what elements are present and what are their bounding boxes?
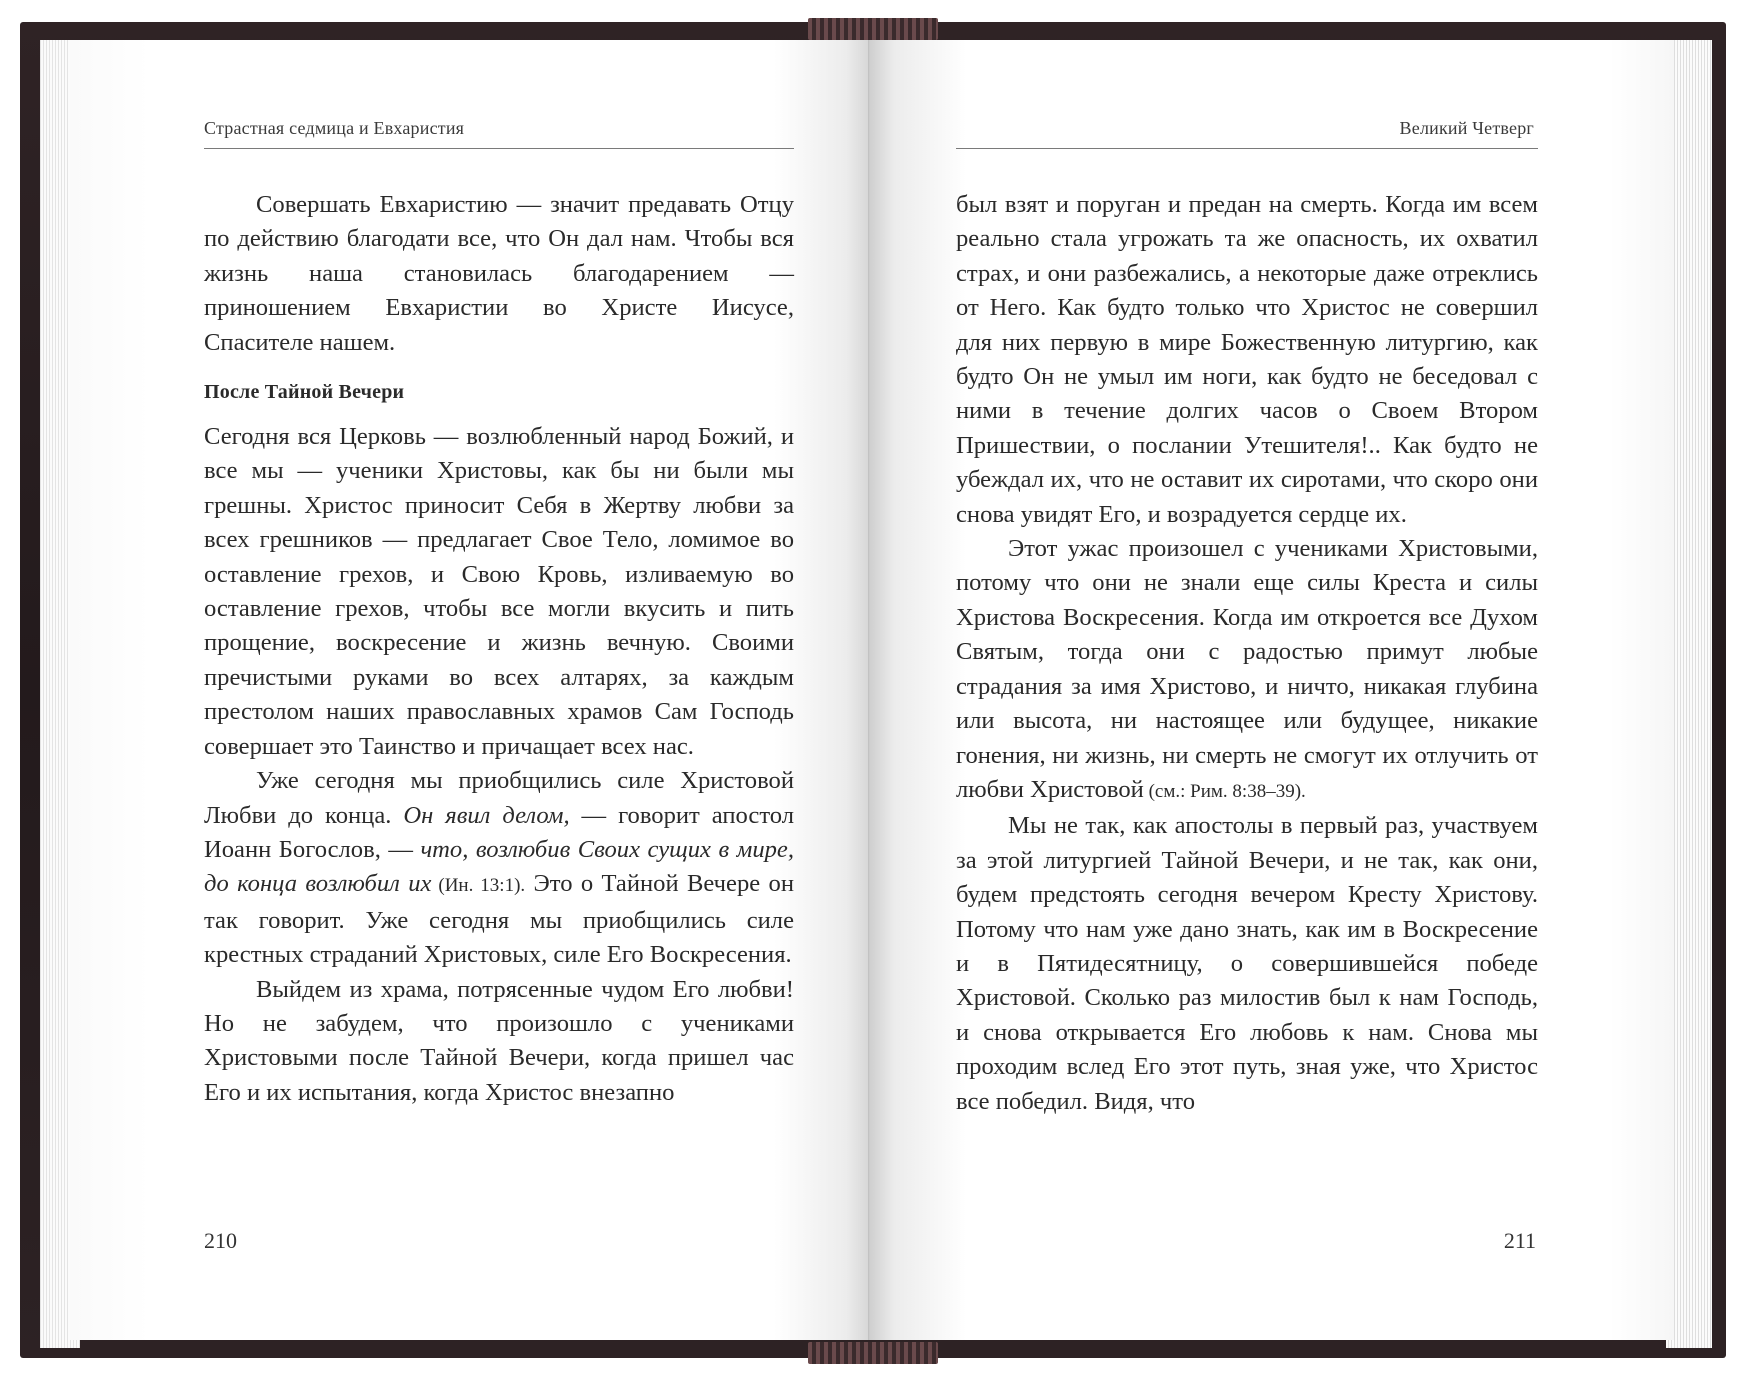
running-head-left: Страстная седмица и Евхаристия [204, 118, 465, 138]
paragraph: был взят и поруган и предан на смерть. Когда им всем реально стала угрожать та же опасность, их охватил страх, и они разбежались, а некоторые даже отреклись от Него. Как будто только что Христос не совершил для них первую в мире Божественную литургию, как будто Он не умыл им ноги, как будто не беседовал с ними в течение долгих часов о Своем Втором Пришествии, о послании Утешителя!.. Как будто не убеждал их, что не оставит их сиротами, что скоро они снова увидят Его, и возрадуется сердце их. [956, 191, 1538, 528]
headband-top [808, 18, 938, 40]
right-page [870, 40, 1674, 1340]
header-rule-left [204, 148, 794, 149]
header-rule-right [956, 148, 1538, 149]
headband-bottom [808, 1342, 938, 1364]
text-run: Уже сегодня мы приобщились силе Христовой Любви до конца. [204, 767, 794, 829]
text-run: Этот ужас произошел с учениками Христовыми, потому что они не знали еще силы Креста и силы Христова Воскресения. Когда им откроется все Духом Святым, тогда они с радостью примут любые страдания за имя Христово, и ничто, никакая глубина или высота, ни настоящее или будущее, никакие гонения, ни жизнь, ни смерть не смогут их отлучить от любви Христовой [956, 535, 1538, 803]
paragraph [204, 764, 794, 972]
paragraph [956, 532, 1538, 809]
paragraph: Мы не так, как апостолы в первый раз, участвуем за этой литургией Тайной Вечери, и не так, как они, будем предстоять сегодня вечером Кресту Христову. Потому что нам уже дано знать, как им в Воскресение и в Пятидесятницу, о совершившейся победе Христовой. Сколько раз милостив был к нам Господь, и снова открывается Его любовь к нам. Снова мы проходим вслед Его этот путь, зная уже, что Христос все победил. Видя, что [956, 812, 1538, 1115]
quote-italic: что, возлюбив Своих сущих в мире, до конца возлюбил их [204, 835, 794, 898]
running-head-right: Великий Четверг [1399, 118, 1534, 138]
scripture-reference: (Ин. 13:1). [431, 875, 526, 897]
paragraph: Выйдем из храма, потрясенные чудом Его любви! Но не забудем, что произошло с учениками Христовыми после Тайной Вечери, когда пришел час Его и их испытания, когда Христос внезапно [204, 975, 794, 1106]
paragraph: Сегодня вся Церковь — возлюбленный народ Божий, и все мы — ученики Христовы, как бы ни были мы грешны. Христос приносит Себя в Жертву любви за всех грешников — предлагает Свое Тело, ломимое во оставление грехов, и Свою Кровь, изливаемую во оставление грехов, чтобы все могли вкусить и пить прощение, воскресение и жизнь вечную. Своими пречистыми руками во всех алтарях, за каждым престолом наших православных храмов Сам Господь совершает это Таинство и причащает всех нас. [204, 423, 794, 760]
scripture-reference: (см.: Рим. 8:38–39). [1143, 780, 1306, 802]
page-number-right: 211 [1503, 1228, 1536, 1253]
paragraph: Совершать Евхаристию — значит предавать Отцу по действию благодати все, что Он дал нам. Чтобы вся жизнь наша становилась благодарением — приношением Евхаристии во Христе Иисусе, Спасителе нашем. [204, 191, 794, 356]
text-run: Это о Тайной Вечере он так говорит. Уже сегодня мы приобщились силе крестных страданий Христовых, силе Его Воскресения. [204, 870, 794, 969]
left-page [70, 40, 870, 1340]
section-heading: После Тайной Вечери [204, 381, 405, 404]
quote-italic: Он явил делом, [403, 801, 570, 829]
left-page-text [204, 188, 794, 1110]
right-page-text [956, 188, 1538, 1119]
text-run: — говорит апостол Иоанн Богослов, — [204, 801, 794, 863]
page-number-left: 210 [204, 1228, 237, 1253]
